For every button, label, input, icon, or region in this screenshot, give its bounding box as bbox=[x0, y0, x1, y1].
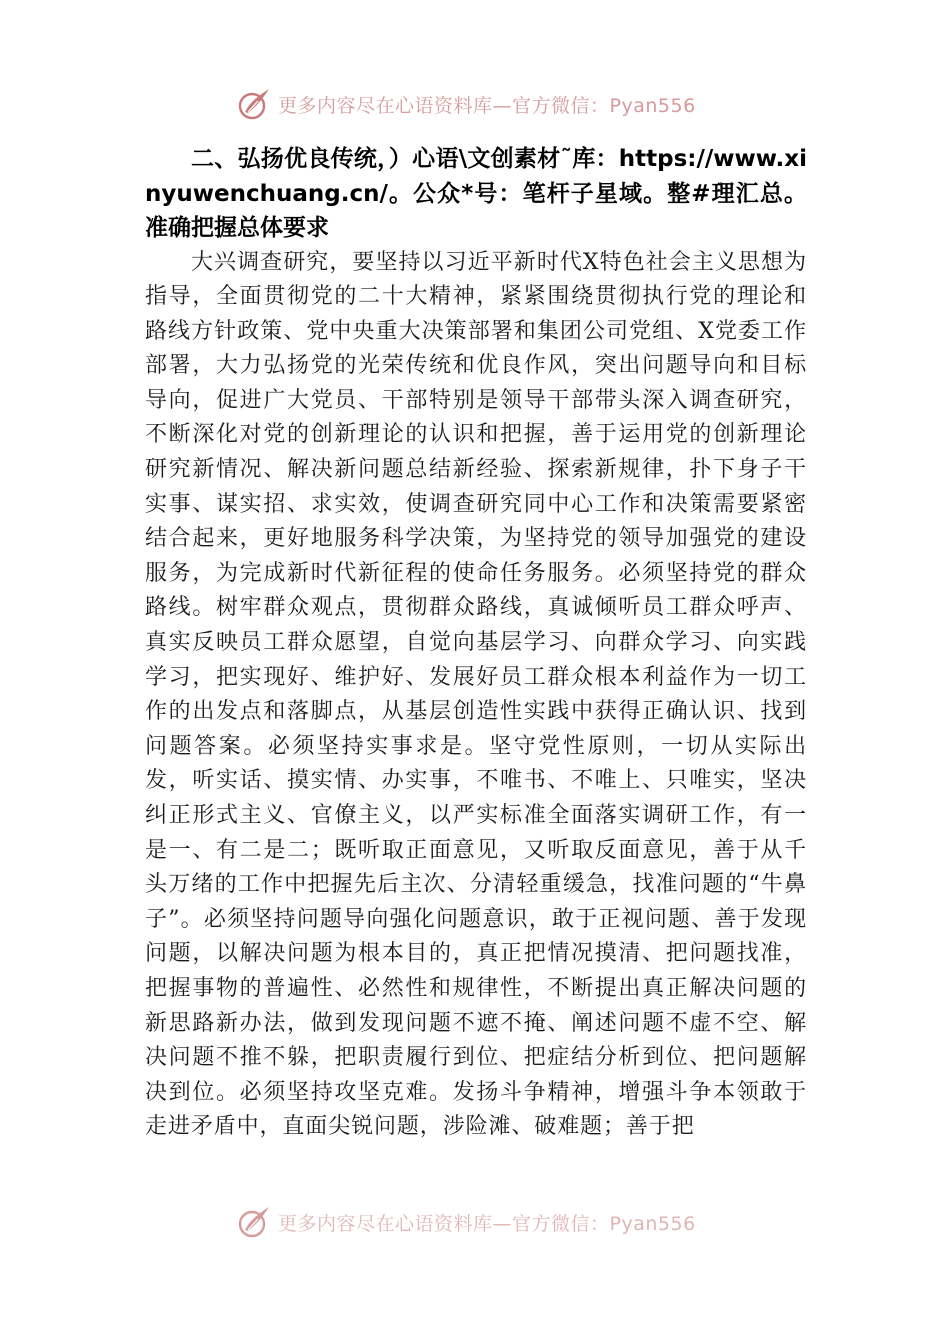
watermark-text: 更多内容尽在心语资料库—官方微信：Pyan556 bbox=[278, 1212, 696, 1235]
quill-logo-icon bbox=[236, 86, 272, 122]
body-paragraph: 大兴调查研究，要坚持以习近平新时代X特色社会主义思想为指导，全面贯彻党的二十大精神，紧紧围绕贯彻执行党的理论和路线方针政策、党中央重大决策部署和集团公司党组、X党委工作部署，大力弘扬党的光荣传统和优良作风，突出问题导向和目标导向，促进广大党员、干部特别是领导干部带头深入调查研究，不断深化对党的创新理论的认识和把握，善于运用党的创新理论研究新情况、解决新问题总结新经验、探索新规律，扑下身子干实事、谋实招、求实效，使调查研究同中心工作和决策需要紧密结合起来，更好地服务科学决策，为坚持党的领导加强党的建设服务，为完成新时代新征程的使命任务服务。必须坚持党的群众路线。树牢群众观点，贯彻群众路线，真诚倾听员工群众呼声、真实反映员工群众愿望，自觉向基层学习、向群众学习、向实践学习，把实现好、维护好、发展好员工群众根本利益作为一切工作的出发点和落脚点，从基层创造性实践中获得正确认识、找到问题答案。必须坚持实事求是。坚守党性原则，一切从实际出发，听实话、摸实情、办实事，不唯书、不唯上、只唯实，坚决纠正形式主义、官僚主义，以严实标准全面落实调研工作，有一是一、有二是二；既听取正面意见，又听取反面意见，善于从千头万绪的工作中把握先后主次、分清轻重缓急，找准问题的“牛鼻子”。必须坚持问题导向强化问题意识，敢于正视问题、善于发现问题，以解决问题为根本目的，真正把情况摸清、把问题找准，把握事物的普遍性、必然性和规律性，不断提出真正解决问题的新思路新办法，做到发现问题不遮不掩、阐述问题不虚不空、解决问题不推不躲，把职责履行到位、把症结分析到位、把问题解决到位。必须坚持攻坚克难。发扬斗争精神，增强斗争本领敢于走进矛盾中，直面尖锐问题，涉险滩、破难题；善于把 bbox=[145, 249, 807, 1140]
section-heading: 二、弘扬优良传统，）心语\文创素材˜库：https://www.xinyuwenchuang.cn/。公众*号：笔杆子星域。整#理汇总。准确把握总体要求 bbox=[145, 146, 807, 241]
watermark-text: 更多内容尽在心语资料库—官方微信：Pyan556 bbox=[278, 94, 696, 117]
footer-watermark bbox=[236, 1204, 696, 1240]
document-body bbox=[145, 142, 807, 1145]
header-watermark bbox=[236, 86, 696, 122]
quill-logo-icon bbox=[236, 1204, 272, 1240]
